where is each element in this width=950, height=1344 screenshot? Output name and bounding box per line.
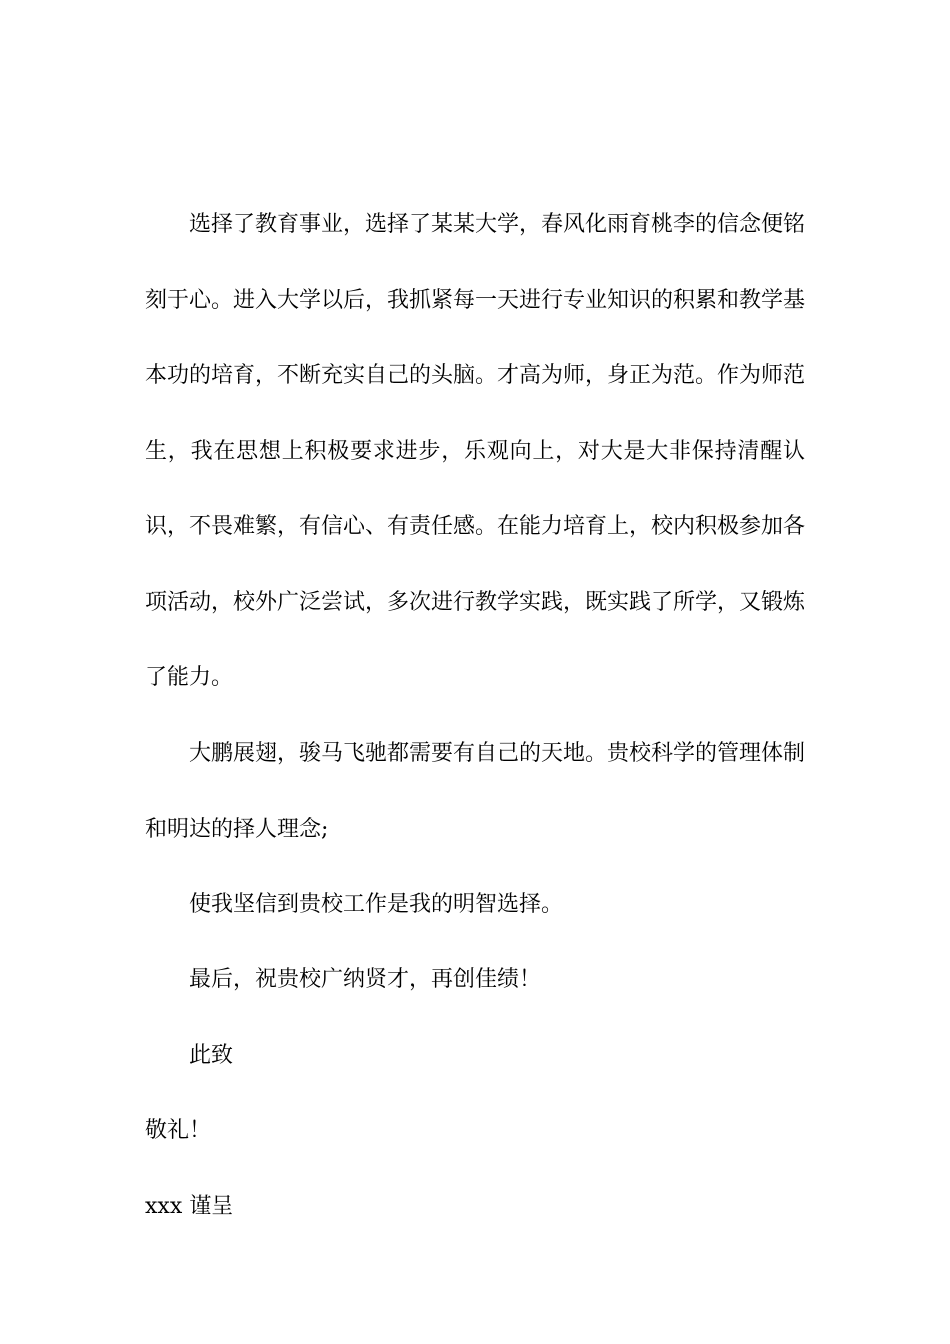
paragraph-conviction: 使我坚信到贵校工作是我的明智选择。 bbox=[189, 892, 564, 917]
closing-line: 此致 bbox=[189, 1043, 234, 1068]
salutation-line: 敬礼！ bbox=[145, 1118, 212, 1143]
signature-line: xxx 谨呈 bbox=[145, 1194, 234, 1219]
paragraph-wishes: 最后，祝贵校广纳贤才，再创佳绩！ bbox=[189, 967, 542, 992]
paragraph-intro: 选择了教育事业，选择了某某大学，春风化雨育桃李的信念便铭刻于心。进入大学以后，我抓紧每一天进行专业知识的积累和教学基本功的培育，不断充实自己的头脑。才高为师，身正为范。作为师范生，我在思想上积极要求进步，乐观向上，对大是大非保持清醒认识，不畏难繁，有信心、有责任感。在能力培育上，校内积极参加各项活动，校外广泛尝试，多次进行教学实践，既实践了所学，又锻炼了能力。 bbox=[145, 212, 806, 690]
paragraph-aspiration: 大鹏展翅，骏马飞驰都需要有自己的天地。贵校科学的管理体制和明达的择人理念; bbox=[145, 741, 806, 842]
